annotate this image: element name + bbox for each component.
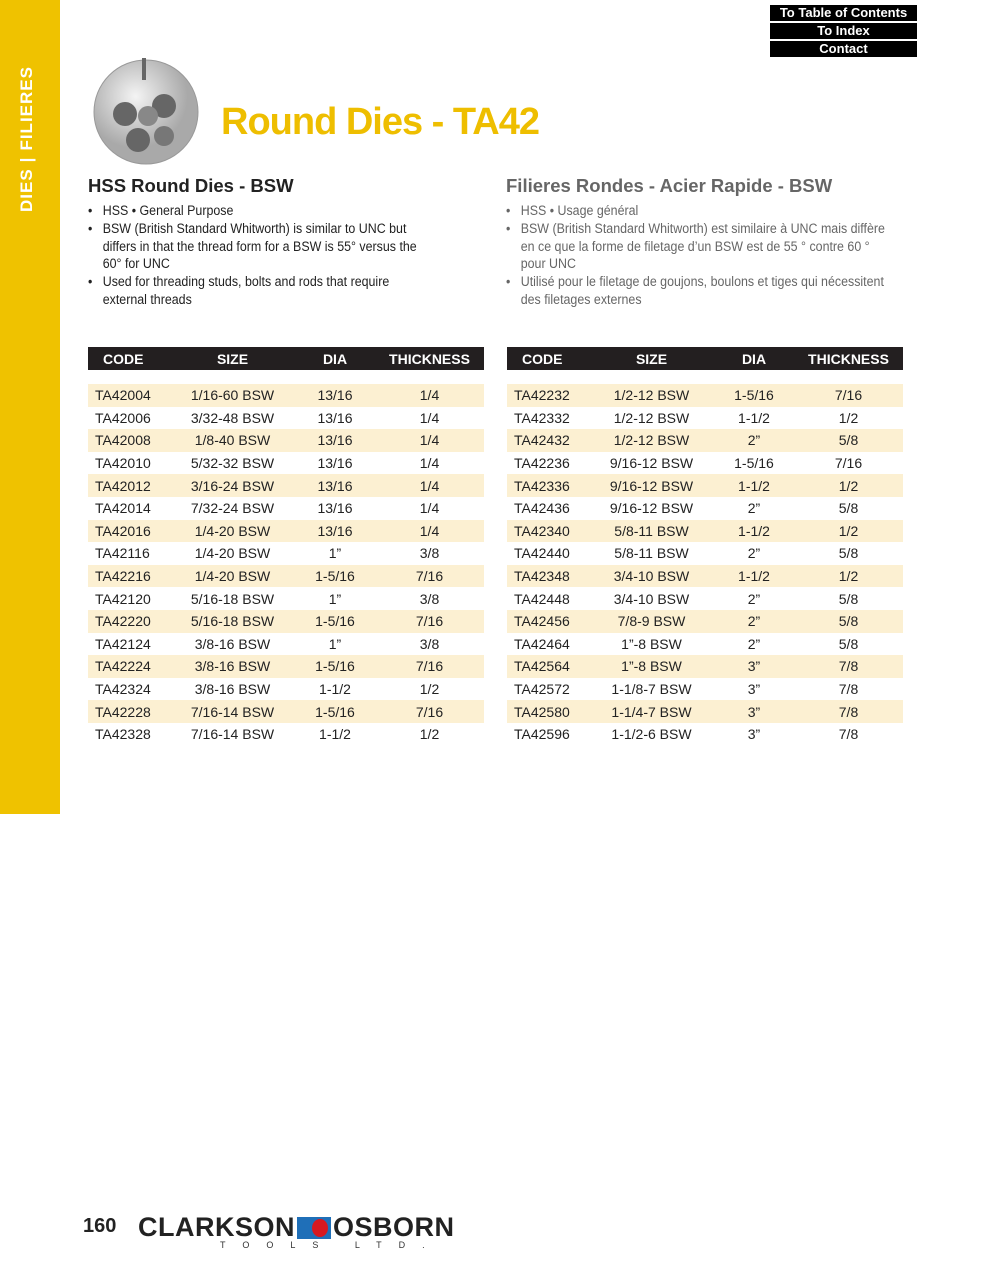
cell-size: 1”-8 BSW	[621, 635, 682, 652]
cell-code: TA42596	[514, 726, 570, 743]
cell-dia: 13/16	[317, 455, 353, 472]
cell-size: 1”-8 BSW	[621, 658, 682, 675]
cell-size: 3/8-16 BSW	[194, 635, 271, 652]
table-header	[507, 347, 903, 370]
cell-thickness: 5/8	[838, 500, 859, 517]
cell-dia: 2”	[747, 432, 761, 449]
table-row	[507, 429, 903, 452]
table-row	[507, 565, 903, 588]
table-row	[507, 655, 903, 678]
heading-fr: Filieres Rondes - Acier Rapide - BSW	[506, 175, 833, 196]
features-fr	[506, 202, 892, 309]
table-header	[88, 347, 484, 370]
cell-size: 1/2-12 BSW	[613, 432, 690, 449]
features-en	[88, 202, 419, 309]
table-row	[507, 542, 903, 565]
cell-dia: 13/16	[317, 522, 353, 539]
page-number: 160	[83, 1215, 117, 1237]
col-code: CODE	[522, 350, 563, 367]
cell-thickness: 1/2	[838, 568, 859, 585]
cell-dia: 1-5/16	[734, 455, 774, 472]
feature-item: • Utilisé pour le filetage de goujons, boulons et tiges qui nécessitent des filetages externes	[506, 273, 892, 309]
cell-size: 1/16-60 BSW	[190, 387, 275, 404]
cell-dia: 1-5/16	[315, 568, 355, 585]
table-body	[88, 384, 484, 746]
cell-code: TA42006	[95, 409, 151, 426]
cell-dia: 2”	[747, 613, 761, 630]
table-row	[507, 610, 903, 633]
cell-dia: 2”	[747, 500, 761, 517]
cell-dia: 2”	[747, 545, 761, 562]
cell-thickness: 7/16	[834, 387, 863, 404]
table-row	[88, 723, 484, 746]
cell-thickness: 5/8	[838, 590, 859, 607]
table-row	[507, 407, 903, 430]
cell-code: TA42580	[514, 703, 570, 720]
table-row	[507, 520, 903, 543]
cell-code: TA42216	[95, 568, 151, 585]
table-row	[88, 452, 484, 475]
table-row	[88, 407, 484, 430]
nav-links	[770, 5, 917, 59]
cell-thickness: 1/2	[838, 477, 859, 494]
cell-code: TA42564	[514, 658, 570, 675]
table-row	[507, 452, 903, 475]
cell-code: TA42464	[514, 635, 570, 652]
col-thickness: THICKNESS	[808, 350, 889, 367]
cell-thickness: 7/8	[838, 703, 859, 720]
product-table-left	[88, 347, 484, 746]
cell-code: TA42348	[514, 568, 570, 585]
feature-item: • Used for threading studs, bolts and rods that require external threads	[88, 273, 419, 309]
cell-code: TA42432	[514, 432, 570, 449]
cell-thickness: 1/2	[838, 522, 859, 539]
table-row	[88, 429, 484, 452]
cell-thickness: 7/8	[838, 681, 859, 698]
cell-dia: 1”	[328, 545, 342, 562]
cell-thickness: 1/4	[419, 477, 440, 494]
table-row	[88, 520, 484, 543]
cell-dia: 2”	[747, 635, 761, 652]
cell-dia: 1-5/16	[315, 613, 355, 630]
table-row	[88, 587, 484, 610]
cell-dia: 1”	[328, 590, 342, 607]
table-row	[507, 384, 903, 407]
cell-thickness: 1/4	[419, 409, 440, 426]
cell-size: 5/16-18 BSW	[190, 613, 275, 630]
table-row	[88, 678, 484, 701]
cell-size: 5/8-11 BSW	[614, 522, 689, 539]
table-row	[88, 542, 484, 565]
table-row	[88, 565, 484, 588]
logo-text-right: OSBORN	[333, 1212, 455, 1242]
table-body	[507, 384, 903, 746]
feature-item: • BSW (British Standard Whitworth) is similar to UNC but differs in that the thread form for a BSW is 55° versus the 60° for UNC	[88, 220, 419, 273]
cell-dia: 3”	[747, 681, 761, 698]
cell-thickness: 5/8	[838, 613, 859, 630]
cell-size: 1/2-12 BSW	[613, 409, 690, 426]
logo-subtitle: TOOLS LTD.	[220, 1240, 442, 1250]
cell-code: TA42332	[514, 409, 570, 426]
logo-text-left: CLARKSON	[138, 1212, 295, 1242]
cell-code: TA42010	[95, 455, 151, 472]
cell-thickness: 1/4	[419, 500, 440, 517]
cell-size: 5/32-32 BSW	[190, 455, 275, 472]
index-link[interactable]: To Index	[770, 23, 917, 39]
cell-code: TA42124	[95, 635, 151, 652]
table-row	[507, 633, 903, 656]
cell-dia: 13/16	[317, 409, 353, 426]
cell-size: 7/32-24 BSW	[190, 500, 275, 517]
separator: |	[17, 156, 36, 163]
cell-size: 3/16-24 BSW	[190, 477, 275, 494]
cell-thickness: 1/2	[419, 681, 440, 698]
table-row	[507, 474, 903, 497]
product-table-right	[507, 347, 903, 746]
cell-thickness: 7/16	[834, 455, 863, 472]
contact-link[interactable]: Contact	[770, 41, 917, 57]
cell-dia: 2”	[747, 590, 761, 607]
table-row	[88, 474, 484, 497]
cell-size: 3/32-48 BSW	[190, 409, 275, 426]
table-row	[507, 700, 903, 723]
page-title: Round Dies - TA42	[221, 101, 539, 143]
cell-dia: 13/16	[317, 477, 353, 494]
cell-size: 1/4-20 BSW	[194, 568, 271, 585]
cell-code: TA42448	[514, 590, 570, 607]
col-dia: DIA	[322, 350, 348, 367]
feature-item: • HSS • General Purpose	[88, 202, 419, 220]
cell-dia: 3”	[747, 726, 761, 743]
cell-code: TA42014	[95, 500, 151, 517]
cell-code: TA42120	[95, 590, 151, 607]
table-row	[507, 723, 903, 746]
cell-dia: 3”	[747, 703, 761, 720]
cell-thickness: 7/16	[415, 568, 444, 585]
cell-dia: 1-5/16	[315, 703, 355, 720]
cell-thickness: 5/8	[838, 545, 859, 562]
cell-size: 1/4-20 BSW	[194, 545, 271, 562]
cell-thickness: 3/8	[419, 590, 440, 607]
cell-thickness: 7/16	[415, 613, 444, 630]
table-row	[507, 678, 903, 701]
cell-size: 9/16-12 BSW	[609, 500, 694, 517]
cell-dia: 1”	[328, 635, 342, 652]
clarkson-osborn-logo	[138, 1212, 455, 1243]
cell-dia: 1-1/2	[738, 409, 770, 426]
cell-size: 5/8-11 BSW	[614, 545, 689, 562]
cell-size: 5/16-18 BSW	[190, 590, 275, 607]
cell-thickness: 1/2	[419, 726, 440, 743]
cell-size: 1/4-20 BSW	[194, 522, 271, 539]
cell-size: 3/4-10 BSW	[613, 590, 690, 607]
feature-item: • HSS • Usage général	[506, 202, 892, 220]
table-row	[88, 633, 484, 656]
col-dia: DIA	[741, 350, 767, 367]
section-label	[17, 66, 37, 212]
cell-thickness: 7/16	[415, 658, 444, 675]
cell-code: TA42228	[95, 703, 151, 720]
feature-item: • BSW (British Standard Whitworth) est similaire à UNC mais diffère en ce que la forme de filetage d’un BSW est de 55 ° contre 60 ° pour UNC	[506, 220, 892, 273]
cell-code: TA42324	[95, 681, 151, 698]
cell-size: 1/8-40 BSW	[194, 432, 271, 449]
cell-code: TA42012	[95, 477, 151, 494]
cell-size: 3/4-10 BSW	[613, 568, 690, 585]
cell-dia: 13/16	[317, 387, 353, 404]
cell-code: TA42008	[95, 432, 151, 449]
cell-size: 9/16-12 BSW	[609, 477, 694, 494]
table-row	[88, 610, 484, 633]
cell-dia: 13/16	[317, 432, 353, 449]
cell-size: 3/8-16 BSW	[194, 658, 271, 675]
cell-size: 7/8-9 BSW	[617, 613, 686, 630]
cell-size: 1-1/2-6 BSW	[611, 726, 692, 743]
cell-thickness: 1/4	[419, 522, 440, 539]
cell-dia: 1-1/2	[738, 568, 770, 585]
cell-code: TA42224	[95, 658, 151, 675]
cell-size: 1-1/8-7 BSW	[611, 681, 692, 698]
col-size: SIZE	[216, 350, 249, 367]
cell-code: TA42336	[514, 477, 570, 494]
col-size: SIZE	[635, 350, 668, 367]
cell-code: TA42572	[514, 681, 570, 698]
cell-thickness: 5/8	[838, 432, 859, 449]
cell-dia: 13/16	[317, 500, 353, 517]
cell-code: TA42436	[514, 500, 570, 517]
cell-code: TA42220	[95, 613, 151, 630]
cell-size: 7/16-14 BSW	[190, 726, 275, 743]
cell-dia: 1-1/2	[738, 522, 770, 539]
cell-thickness: 7/16	[415, 703, 444, 720]
round-die-image	[90, 54, 202, 166]
table-row	[88, 497, 484, 520]
cell-code: TA42004	[95, 387, 151, 404]
cell-code: TA42236	[514, 455, 570, 472]
cell-dia: 1-5/16	[734, 387, 774, 404]
cell-thickness: 1/2	[838, 409, 859, 426]
cell-thickness: 3/8	[419, 635, 440, 652]
cell-code: TA42440	[514, 545, 570, 562]
sidebar-tab	[0, 0, 60, 814]
cell-code: TA42232	[514, 387, 570, 404]
col-thickness: THICKNESS	[389, 350, 470, 367]
cell-code: TA42340	[514, 522, 570, 539]
section-label-en: DIES	[17, 168, 36, 212]
cell-dia: 1-1/2	[319, 681, 351, 698]
cell-dia: 3”	[747, 658, 761, 675]
col-code: CODE	[103, 350, 144, 367]
cell-thickness: 1/4	[419, 455, 440, 472]
cell-thickness: 1/4	[419, 387, 440, 404]
cell-size: 1/2-12 BSW	[613, 387, 690, 404]
table-row	[88, 700, 484, 723]
table-of-contents-link[interactable]: To Table of Contents	[770, 5, 917, 21]
cell-size: 3/8-16 BSW	[194, 681, 271, 698]
table-row	[507, 497, 903, 520]
section-label-fr: FILIERES	[17, 66, 36, 151]
cell-size: 1-1/4-7 BSW	[611, 703, 692, 720]
cell-thickness: 7/8	[838, 726, 859, 743]
table-row	[88, 384, 484, 407]
cell-size: 9/16-12 BSW	[609, 455, 694, 472]
cell-thickness: 1/4	[419, 432, 440, 449]
cell-size: 7/16-14 BSW	[190, 703, 275, 720]
cell-dia: 1-1/2	[319, 726, 351, 743]
cell-code: TA42456	[514, 613, 570, 630]
cell-code: TA42016	[95, 522, 151, 539]
cell-thickness: 3/8	[419, 545, 440, 562]
cell-code: TA42116	[95, 545, 150, 562]
cell-thickness: 5/8	[838, 635, 859, 652]
cell-dia: 1-1/2	[738, 477, 770, 494]
table-row	[507, 587, 903, 610]
heading-en: HSS Round Dies - BSW	[88, 175, 294, 196]
cell-code: TA42328	[95, 726, 151, 743]
cell-thickness: 7/8	[838, 658, 859, 675]
table-row	[88, 655, 484, 678]
cell-dia: 1-5/16	[315, 658, 355, 675]
logo-emblem-icon	[297, 1217, 331, 1239]
